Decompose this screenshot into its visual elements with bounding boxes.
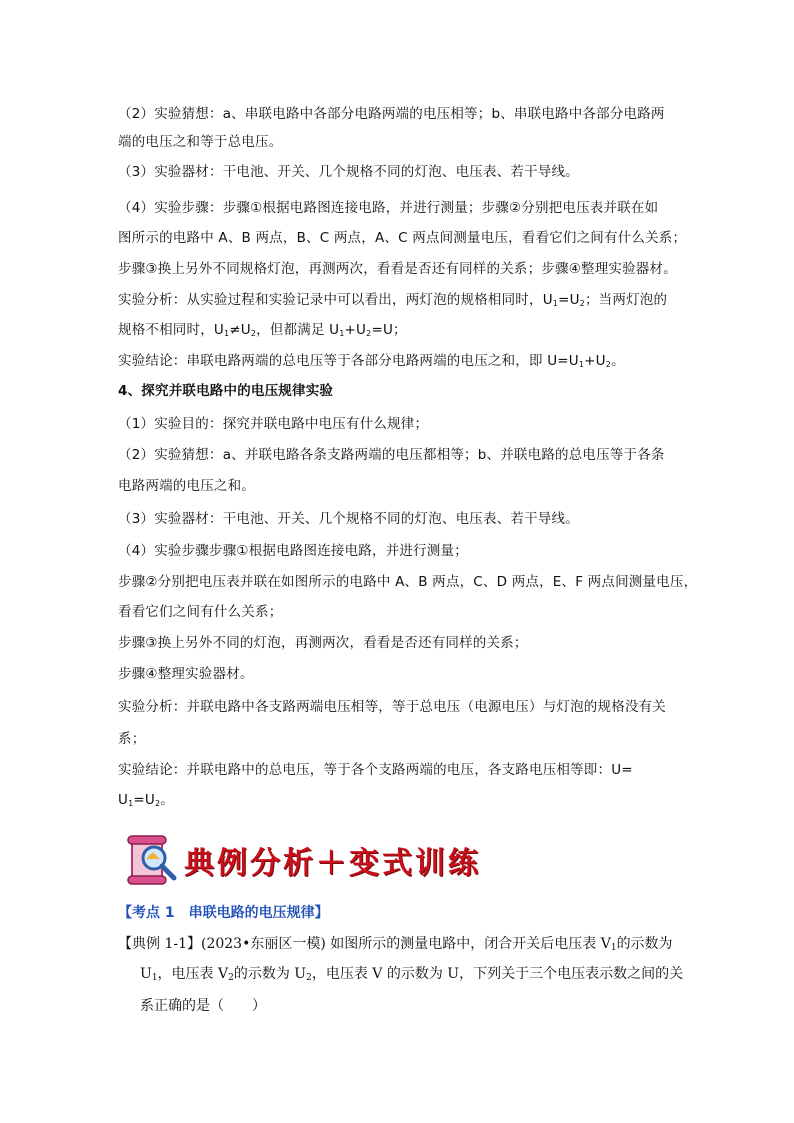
subscript: 2 xyxy=(306,973,312,983)
subscript: 2 xyxy=(366,329,372,338)
subscript: 1 xyxy=(552,299,559,308)
parallel-analysis-line-1: 实验分析：并联电路中各支路两端电压相等，等于总电压（电源电压）与灯泡的规格没有关 xyxy=(118,699,666,715)
conclusion-text: 。 xyxy=(160,792,174,808)
example-text: ，电压表 V 的示数为 U，下列关于三个电压表示数之间的关 xyxy=(311,966,684,982)
kaodian-label: 【考点 1 串联电路的电压规律】 xyxy=(118,905,329,921)
conclusion-text: +U xyxy=(584,353,606,369)
subscript: 1 xyxy=(223,329,230,338)
example-text: 的示数为 U xyxy=(233,966,307,982)
purpose-line: （1）实验目的：探究并联电路中电压有什么规律； xyxy=(118,416,429,432)
subscript: 1 xyxy=(339,329,345,338)
banner-title: 典例分析＋变式训练 xyxy=(184,846,481,881)
subscript: 1 xyxy=(151,973,158,983)
analysis-line-2 xyxy=(118,320,407,340)
example-text: 【典例 1-1】(2023•东丽区一模) 如图所示的测量电路中，闭合开关后电压表 V xyxy=(118,936,611,952)
steps-line-2: 图所示的电路中 A、B 两点，B、C 两点，A、C 两点间测量电压，看看它们之间有什么关系； xyxy=(118,230,687,246)
example-text: 的示数为 xyxy=(616,936,673,952)
subscript: 1 xyxy=(128,799,134,808)
kaodian-heading xyxy=(118,902,329,922)
analysis-text: ；当两灯泡的 xyxy=(584,292,668,308)
parallel-analysis-line-2: 系； xyxy=(118,731,146,747)
conclusion-line xyxy=(118,351,625,371)
example-line-2 xyxy=(140,964,683,984)
section-heading: 4、探究并联电路中的电压规律实验 xyxy=(118,383,334,399)
conclusion-text: U xyxy=(118,792,129,808)
analysis-text: =U xyxy=(558,292,580,308)
conclusion-text: 实验结论：串联电路两端的总电压等于各部分电路两端的电压之和，即 U=U xyxy=(118,353,579,369)
subscript: 2 xyxy=(154,799,161,808)
scroll-magnifier-icon xyxy=(124,826,182,886)
subscript: 1 xyxy=(610,943,617,953)
subscript: 2 xyxy=(250,329,257,338)
parallel-steps-line-4: 步骤③换上另外不同的灯泡，再测两次，看看是否还有同样的关系； xyxy=(118,635,528,651)
example-line-1 xyxy=(118,934,673,954)
subscript: 1 xyxy=(578,360,585,369)
parallel-conclusion-line-1: 实验结论：并联电路中的总电压，等于各个支路两端的电压，各支路电压相等即：U= xyxy=(118,762,633,778)
subscript: 2 xyxy=(605,360,612,369)
conclusion-text: =U xyxy=(133,792,155,808)
parallel-steps-line-5: 步骤④整理实验器材。 xyxy=(118,666,254,682)
parallel-steps-line-3: 看看它们之间有什么关系； xyxy=(118,604,283,620)
guess-line-2: 端的电压之和等于总电压。 xyxy=(118,134,283,150)
analysis-text: =U； xyxy=(371,322,407,338)
example-text: U xyxy=(140,966,152,982)
conclusion-text: 。 xyxy=(611,353,625,369)
analysis-text: 规格不相同时，U xyxy=(118,322,224,338)
steps-line-1: （4）实验步骤：步骤①根据电路图连接电路，并进行测量；步骤②分别把电压表并联在如 xyxy=(118,200,659,216)
parallel-guess-line-1: （2）实验猜想：a、并联电路各条支路两端的电压都相等；b、并联电路的总电压等于各条 xyxy=(118,447,665,463)
analysis-line-1 xyxy=(118,290,667,310)
analysis-text: ≠U xyxy=(229,322,251,338)
steps-line-3: 步骤③换上另外不同规格灯泡，再测两次，看看是否还有同样的关系；步骤④整理实验器材。 xyxy=(118,261,677,277)
parallel-steps-line-2: 步骤②分别把电压表并联在如图所示的电路中 A、B 两点，C、D 两点，E、F 两点间测量电压， xyxy=(118,574,698,590)
analysis-text: +U xyxy=(344,322,367,338)
subscript: 2 xyxy=(579,299,585,308)
guess-line-1: （2）实验猜想：a、串联电路中各部分电路两端的电压相等；b、串联电路中各部分电路两 xyxy=(118,106,665,122)
example-banner xyxy=(124,826,481,886)
materials-line: （3）实验器材：干电池、开关、几个规格不同的灯泡、电压表、若干导线。 xyxy=(118,164,579,180)
parallel-conclusion-line-2 xyxy=(118,790,174,810)
parallel-steps-line-1: （4）实验步骤步骤①根据电路图连接电路，并进行测量； xyxy=(118,543,468,559)
analysis-text: 实验分析：从实验过程和实验记录中可以看出，两灯泡的规格相同时，U xyxy=(118,292,553,308)
example-line-3: 系正确的是（ ） xyxy=(140,998,266,1014)
analysis-text: ，但都满足 U xyxy=(256,322,340,338)
example-text: ，电压表 V xyxy=(157,966,229,982)
parallel-materials-line: （3）实验器材：干电池、开关、几个规格不同的灯泡、电压表、若干导线。 xyxy=(118,511,579,527)
subscript: 2 xyxy=(228,973,234,983)
parallel-guess-line-2: 电路两端的电压之和。 xyxy=(118,478,255,494)
